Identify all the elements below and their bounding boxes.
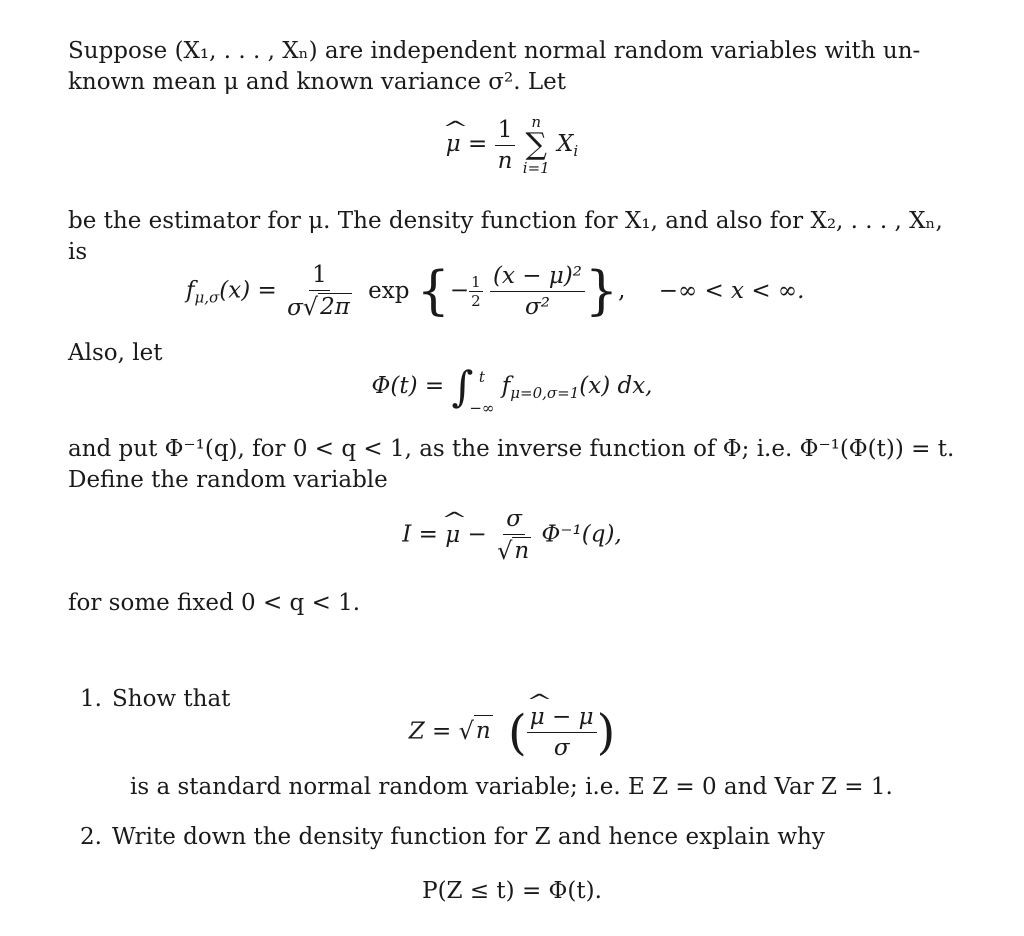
fraction-numerator: 1	[495, 117, 516, 146]
density-function-name: f	[186, 277, 195, 304]
z-numerator-rest: − μ	[544, 704, 594, 730]
inverse-line-2: Define the random variable	[68, 467, 388, 493]
i-minus: −	[467, 521, 487, 548]
i-lhs: I =	[402, 521, 438, 548]
density-subscript: μ,σ	[194, 288, 220, 307]
density-intro-paragraph	[68, 206, 943, 268]
i-mu-hat: ^ μ	[445, 520, 460, 551]
z-lhs: Z =	[408, 718, 452, 745]
probability-equation: P(Z ≤ t) = Φ(t).	[422, 878, 602, 904]
close-paren: )	[596, 704, 616, 761]
summation	[523, 114, 550, 176]
comma: ,	[618, 277, 626, 304]
sigma-numerator: σ	[503, 506, 525, 535]
list-item-2-number: 2.	[80, 824, 102, 850]
open-brace: {	[416, 261, 450, 322]
z-mu-hat: ^ μ	[530, 704, 545, 730]
integrand-subscript: μ=0,σ=1	[510, 384, 580, 402]
integrand-rest: (x) dx,	[579, 373, 653, 399]
half-denominator: 2	[471, 292, 481, 310]
integrand-function: f	[501, 373, 511, 399]
half-fraction	[469, 274, 483, 309]
close-brace: }	[585, 261, 619, 322]
phi-lhs: Φ(t) =	[371, 373, 445, 399]
intro-paragraph	[68, 36, 921, 98]
domain-range: −∞ < x < ∞.	[658, 277, 805, 304]
exponent-fraction	[490, 263, 585, 320]
sigma-over-root-n	[494, 506, 534, 565]
density-intro-line-2: is	[68, 239, 88, 265]
radicand: 2π	[320, 294, 350, 320]
inverse-phi-term: Φ⁻¹(q),	[541, 521, 622, 548]
normalizing-denominator	[284, 291, 355, 321]
sum-upper-limit: n	[531, 113, 542, 131]
list-item-1-number: 1.	[80, 686, 102, 712]
minus-sign: −	[449, 277, 470, 304]
also-let-text: Also, let	[68, 340, 163, 366]
intro-line-1: Suppose (X₁, . . . , Xₙ) are independent normal random variables with un-	[68, 38, 921, 64]
half-numerator: 1	[471, 273, 481, 291]
z-root-n-radicand: n	[474, 715, 493, 747]
z-equation	[0, 704, 1024, 761]
z-fraction	[527, 704, 597, 761]
normalizing-fraction	[284, 262, 355, 321]
z-denominator: σ	[553, 735, 570, 761]
integral-limits	[469, 362, 495, 417]
root-n-denominator: √ n	[497, 537, 530, 565]
exponent-denominator: σ²	[525, 294, 550, 320]
list-item-2-text: Write down the density function for Z and hence explain why	[112, 824, 825, 850]
fixed-q-text: for some fixed 0 < q < 1.	[68, 590, 361, 616]
integral-sign: ∫	[451, 362, 474, 411]
exp-function: exp	[368, 277, 410, 304]
list-item-1-text: Show that	[112, 686, 231, 712]
exponent-numerator: (x − μ)²	[490, 263, 585, 292]
integral-lower-limit: −∞	[469, 399, 495, 417]
list-item-1-after: is a standard normal random variable; i.e. E Z = 0 and Var Z = 1.	[130, 774, 893, 800]
normalizing-numerator: 1	[309, 262, 330, 291]
square-root: √ 2π	[302, 293, 350, 321]
sigma-symbol: σ	[287, 295, 303, 321]
open-paren: (	[508, 704, 527, 761]
inverse-paragraph	[68, 434, 955, 496]
sum-lower-limit: i=1	[522, 159, 550, 177]
intro-line-2: known mean μ and known variance σ². Let	[68, 69, 566, 95]
estimator-equation	[0, 114, 1024, 176]
density-intro-line-1: be the estimator for μ. The density function for X₁, and also for X₂, . . . , Xₙ,	[68, 208, 943, 234]
integral-upper-limit: t	[478, 368, 485, 386]
sum-term-subscript: i	[573, 142, 579, 160]
fraction-denominator: n	[497, 147, 513, 174]
z-root-n: √ n	[458, 716, 491, 745]
sum-symbol: ∑	[525, 127, 547, 162]
mu-hat: ^ μ	[446, 129, 461, 160]
density-argument: (x) =	[219, 277, 277, 304]
one-over-n-fraction	[495, 117, 516, 174]
density-equation	[186, 262, 804, 321]
inverse-line-1: and put Φ⁻¹(q), for 0 < q < 1, as the inverse function of Φ; i.e. Φ⁻¹(Φ(t)) = t.	[68, 436, 955, 462]
phi-equation	[0, 362, 1024, 417]
z-numerator	[527, 704, 597, 733]
equals-sign: =	[468, 131, 488, 157]
sum-term: X	[557, 131, 574, 157]
i-equation	[0, 506, 1024, 565]
integral	[451, 362, 495, 417]
root-n-radicand: n	[514, 538, 530, 564]
